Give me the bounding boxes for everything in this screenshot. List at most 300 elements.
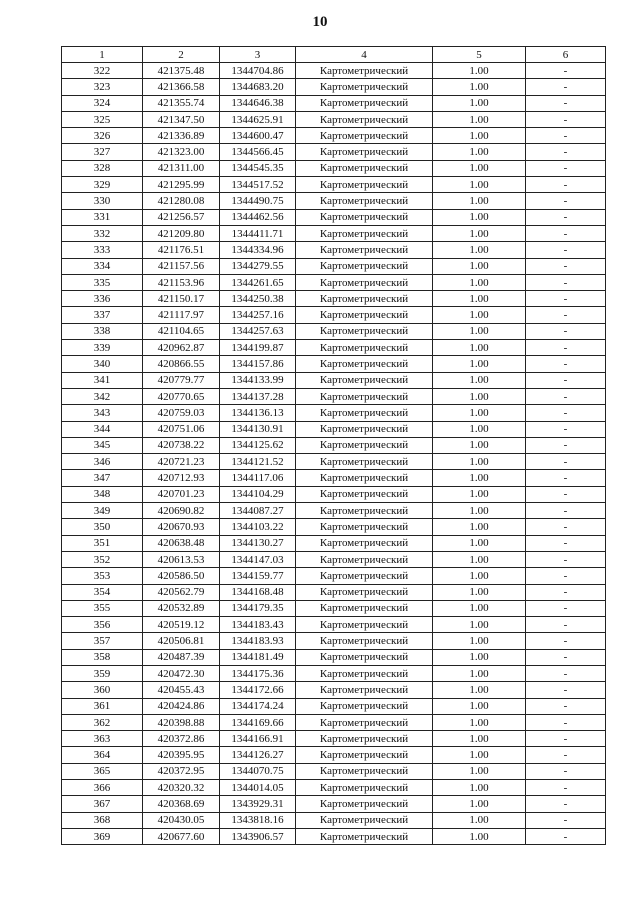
description-cell: - [526, 665, 606, 681]
description-cell: - [526, 258, 606, 274]
method-cell: Картометрический [296, 617, 433, 633]
description-cell: - [526, 307, 606, 323]
table-row [62, 763, 606, 779]
x-coordinate-cell: 421347.50 [143, 111, 220, 127]
accuracy-cell: 1.00 [433, 633, 526, 649]
y-coordinate-cell: 1343906.57 [220, 828, 296, 844]
method-cell: Картометрический [296, 503, 433, 519]
table-row [62, 649, 606, 665]
description-cell: - [526, 144, 606, 160]
accuracy-cell: 1.00 [433, 535, 526, 551]
header-row [62, 47, 606, 63]
accuracy-cell: 1.00 [433, 225, 526, 241]
method-cell: Картометрический [296, 796, 433, 812]
y-coordinate-cell: 1344545.35 [220, 160, 296, 176]
y-coordinate-cell: 1344181.49 [220, 649, 296, 665]
table-row [62, 225, 606, 241]
x-coordinate-cell: 421157.56 [143, 258, 220, 274]
table-header [62, 47, 606, 63]
method-cell: Картометрический [296, 193, 433, 209]
accuracy-cell: 1.00 [433, 763, 526, 779]
y-coordinate-cell: 1344199.87 [220, 340, 296, 356]
y-coordinate-cell: 1344137.28 [220, 388, 296, 404]
y-coordinate-cell: 1344183.43 [220, 617, 296, 633]
table-row [62, 340, 606, 356]
description-cell: - [526, 421, 606, 437]
accuracy-cell: 1.00 [433, 177, 526, 193]
description-cell: - [526, 519, 606, 535]
accuracy-cell: 1.00 [433, 405, 526, 421]
method-cell: Картометрический [296, 307, 433, 323]
accuracy-cell: 1.00 [433, 600, 526, 616]
method-cell: Картометрический [296, 828, 433, 844]
table-row [62, 600, 606, 616]
accuracy-cell: 1.00 [433, 665, 526, 681]
x-coordinate-cell: 421280.08 [143, 193, 220, 209]
header-cell-method: 4 [296, 47, 433, 63]
point-number-cell: 330 [62, 193, 143, 209]
description-cell: - [526, 812, 606, 828]
x-coordinate-cell: 420677.60 [143, 828, 220, 844]
table-row [62, 731, 606, 747]
accuracy-cell: 1.00 [433, 828, 526, 844]
description-cell: - [526, 323, 606, 339]
accuracy-cell: 1.00 [433, 421, 526, 437]
accuracy-cell: 1.00 [433, 437, 526, 453]
table-body [62, 63, 606, 845]
x-coordinate-cell: 420424.86 [143, 698, 220, 714]
x-coordinate-cell: 421366.58 [143, 79, 220, 95]
y-coordinate-cell: 1344117.06 [220, 470, 296, 486]
x-coordinate-cell: 420487.39 [143, 649, 220, 665]
x-coordinate-cell: 421104.65 [143, 323, 220, 339]
table-row [62, 258, 606, 274]
x-coordinate-cell: 420320.32 [143, 780, 220, 796]
y-coordinate-cell: 1344600.47 [220, 128, 296, 144]
point-number-cell: 332 [62, 225, 143, 241]
x-coordinate-cell: 420712.93 [143, 470, 220, 486]
table-row [62, 535, 606, 551]
y-coordinate-cell: 1343818.16 [220, 812, 296, 828]
y-coordinate-cell: 1344462.56 [220, 209, 296, 225]
point-number-cell: 338 [62, 323, 143, 339]
method-cell: Картометрический [296, 747, 433, 763]
description-cell: - [526, 372, 606, 388]
x-coordinate-cell: 420770.65 [143, 388, 220, 404]
method-cell: Картометрический [296, 535, 433, 551]
x-coordinate-cell: 420430.05 [143, 812, 220, 828]
y-coordinate-cell: 1343929.31 [220, 796, 296, 812]
y-coordinate-cell: 1344411.71 [220, 225, 296, 241]
accuracy-cell: 1.00 [433, 111, 526, 127]
y-coordinate-cell: 1344261.65 [220, 274, 296, 290]
description-cell: - [526, 225, 606, 241]
table-row [62, 519, 606, 535]
description-cell: - [526, 633, 606, 649]
method-cell: Картометрический [296, 519, 433, 535]
point-number-cell: 365 [62, 763, 143, 779]
description-cell: - [526, 291, 606, 307]
method-cell: Картометрический [296, 470, 433, 486]
point-number-cell: 369 [62, 828, 143, 844]
x-coordinate-cell: 420738.22 [143, 437, 220, 453]
x-coordinate-cell: 420506.81 [143, 633, 220, 649]
y-coordinate-cell: 1344625.91 [220, 111, 296, 127]
point-number-cell: 358 [62, 649, 143, 665]
accuracy-cell: 1.00 [433, 796, 526, 812]
description-cell: - [526, 160, 606, 176]
description-cell: - [526, 274, 606, 290]
y-coordinate-cell: 1344136.13 [220, 405, 296, 421]
point-number-cell: 322 [62, 63, 143, 79]
y-coordinate-cell: 1344070.75 [220, 763, 296, 779]
point-number-cell: 364 [62, 747, 143, 763]
x-coordinate-cell: 420586.50 [143, 568, 220, 584]
method-cell: Картометрический [296, 649, 433, 665]
page-number: 10 [312, 14, 328, 30]
description-cell: - [526, 503, 606, 519]
description-cell: - [526, 698, 606, 714]
description-cell: - [526, 437, 606, 453]
y-coordinate-cell: 1344147.03 [220, 551, 296, 567]
point-number-cell: 362 [62, 714, 143, 730]
point-number-cell: 354 [62, 584, 143, 600]
point-number-cell: 340 [62, 356, 143, 372]
header-cell-point: 1 [62, 47, 143, 63]
table-row [62, 568, 606, 584]
point-number-cell: 326 [62, 128, 143, 144]
table-row [62, 95, 606, 111]
point-number-cell: 323 [62, 79, 143, 95]
accuracy-cell: 1.00 [433, 551, 526, 567]
point-number-cell: 334 [62, 258, 143, 274]
x-coordinate-cell: 421323.00 [143, 144, 220, 160]
x-coordinate-cell: 420368.69 [143, 796, 220, 812]
x-coordinate-cell: 421150.17 [143, 291, 220, 307]
x-coordinate-cell: 420455.43 [143, 682, 220, 698]
description-cell: - [526, 780, 606, 796]
description-cell: - [526, 79, 606, 95]
y-coordinate-cell: 1344683.20 [220, 79, 296, 95]
accuracy-cell: 1.00 [433, 388, 526, 404]
x-coordinate-cell: 421117.97 [143, 307, 220, 323]
table-row [62, 372, 606, 388]
description-cell: - [526, 177, 606, 193]
table-row [62, 633, 606, 649]
method-cell: Картометрический [296, 323, 433, 339]
y-coordinate-cell: 1344257.16 [220, 307, 296, 323]
point-number-cell: 357 [62, 633, 143, 649]
description-cell: - [526, 470, 606, 486]
accuracy-cell: 1.00 [433, 274, 526, 290]
accuracy-cell: 1.00 [433, 486, 526, 502]
description-cell: - [526, 747, 606, 763]
point-number-cell: 355 [62, 600, 143, 616]
method-cell: Картометрический [296, 584, 433, 600]
method-cell: Картометрический [296, 405, 433, 421]
table-row [62, 714, 606, 730]
description-cell: - [526, 828, 606, 844]
point-number-cell: 337 [62, 307, 143, 323]
y-coordinate-cell: 1344166.91 [220, 731, 296, 747]
table-row [62, 454, 606, 470]
description-cell: - [526, 128, 606, 144]
table-row [62, 291, 606, 307]
accuracy-cell: 1.00 [433, 617, 526, 633]
coordinates-table [61, 46, 606, 845]
description-cell: - [526, 568, 606, 584]
x-coordinate-cell: 421256.57 [143, 209, 220, 225]
table-row [62, 242, 606, 258]
accuracy-cell: 1.00 [433, 470, 526, 486]
point-number-cell: 333 [62, 242, 143, 258]
point-number-cell: 341 [62, 372, 143, 388]
table-row [62, 421, 606, 437]
x-coordinate-cell: 421355.74 [143, 95, 220, 111]
accuracy-cell: 1.00 [433, 160, 526, 176]
method-cell: Картометрический [296, 421, 433, 437]
y-coordinate-cell: 1344334.96 [220, 242, 296, 258]
y-coordinate-cell: 1344172.66 [220, 682, 296, 698]
method-cell: Картометрический [296, 714, 433, 730]
point-number-cell: 367 [62, 796, 143, 812]
table-row [62, 356, 606, 372]
table-row [62, 160, 606, 176]
method-cell: Картометрический [296, 160, 433, 176]
x-coordinate-cell: 420398.88 [143, 714, 220, 730]
description-cell: - [526, 486, 606, 502]
x-coordinate-cell: 420866.55 [143, 356, 220, 372]
point-number-cell: 343 [62, 405, 143, 421]
description-cell: - [526, 584, 606, 600]
accuracy-cell: 1.00 [433, 340, 526, 356]
y-coordinate-cell: 1344157.86 [220, 356, 296, 372]
header-cell-y: 3 [220, 47, 296, 63]
method-cell: Картометрический [296, 128, 433, 144]
description-cell: - [526, 63, 606, 79]
point-number-cell: 352 [62, 551, 143, 567]
y-coordinate-cell: 1344279.55 [220, 258, 296, 274]
y-coordinate-cell: 1344179.35 [220, 600, 296, 616]
method-cell: Картометрический [296, 177, 433, 193]
x-coordinate-cell: 420701.23 [143, 486, 220, 502]
x-coordinate-cell: 420638.48 [143, 535, 220, 551]
table-row [62, 682, 606, 698]
table-row [62, 747, 606, 763]
table-row [62, 274, 606, 290]
x-coordinate-cell: 420670.93 [143, 519, 220, 535]
accuracy-cell: 1.00 [433, 649, 526, 665]
method-cell: Картометрический [296, 79, 433, 95]
description-cell: - [526, 111, 606, 127]
x-coordinate-cell: 421311.00 [143, 160, 220, 176]
x-coordinate-cell: 420562.79 [143, 584, 220, 600]
description-cell: - [526, 731, 606, 747]
description-cell: - [526, 763, 606, 779]
accuracy-cell: 1.00 [433, 503, 526, 519]
point-number-cell: 366 [62, 780, 143, 796]
accuracy-cell: 1.00 [433, 780, 526, 796]
point-number-cell: 368 [62, 812, 143, 828]
x-coordinate-cell: 420395.95 [143, 747, 220, 763]
description-cell: - [526, 454, 606, 470]
table-row [62, 63, 606, 79]
table-row [62, 551, 606, 567]
table-row [62, 780, 606, 796]
y-coordinate-cell: 1344183.93 [220, 633, 296, 649]
method-cell: Картометрический [296, 665, 433, 681]
x-coordinate-cell: 420472.30 [143, 665, 220, 681]
y-coordinate-cell: 1344159.77 [220, 568, 296, 584]
table-row [62, 209, 606, 225]
table-row [62, 111, 606, 127]
table-row [62, 193, 606, 209]
point-number-cell: 360 [62, 682, 143, 698]
point-number-cell: 348 [62, 486, 143, 502]
table-row [62, 828, 606, 844]
point-number-cell: 328 [62, 160, 143, 176]
header-cell-accuracy: 5 [433, 47, 526, 63]
method-cell: Картометрический [296, 388, 433, 404]
point-number-cell: 329 [62, 177, 143, 193]
description-cell: - [526, 649, 606, 665]
point-number-cell: 331 [62, 209, 143, 225]
point-number-cell: 336 [62, 291, 143, 307]
y-coordinate-cell: 1344087.27 [220, 503, 296, 519]
method-cell: Картометрический [296, 731, 433, 747]
accuracy-cell: 1.00 [433, 307, 526, 323]
point-number-cell: 361 [62, 698, 143, 714]
accuracy-cell: 1.00 [433, 63, 526, 79]
x-coordinate-cell: 421209.80 [143, 225, 220, 241]
accuracy-cell: 1.00 [433, 747, 526, 763]
point-number-cell: 350 [62, 519, 143, 535]
point-number-cell: 342 [62, 388, 143, 404]
y-coordinate-cell: 1344517.52 [220, 177, 296, 193]
method-cell: Картометрический [296, 486, 433, 502]
x-coordinate-cell: 420372.86 [143, 731, 220, 747]
y-coordinate-cell: 1344646.38 [220, 95, 296, 111]
accuracy-cell: 1.00 [433, 144, 526, 160]
accuracy-cell: 1.00 [433, 698, 526, 714]
description-cell: - [526, 405, 606, 421]
description-cell: - [526, 95, 606, 111]
point-number-cell: 346 [62, 454, 143, 470]
method-cell: Картометрический [296, 763, 433, 779]
description-cell: - [526, 242, 606, 258]
point-number-cell: 339 [62, 340, 143, 356]
y-coordinate-cell: 1344566.45 [220, 144, 296, 160]
accuracy-cell: 1.00 [433, 209, 526, 225]
table-row [62, 323, 606, 339]
method-cell: Картометрический [296, 568, 433, 584]
y-coordinate-cell: 1344174.24 [220, 698, 296, 714]
point-number-cell: 327 [62, 144, 143, 160]
y-coordinate-cell: 1344125.62 [220, 437, 296, 453]
point-number-cell: 335 [62, 274, 143, 290]
description-cell: - [526, 600, 606, 616]
accuracy-cell: 1.00 [433, 79, 526, 95]
table-row [62, 486, 606, 502]
accuracy-cell: 1.00 [433, 193, 526, 209]
x-coordinate-cell: 421336.89 [143, 128, 220, 144]
y-coordinate-cell: 1344104.29 [220, 486, 296, 502]
method-cell: Картометрический [296, 698, 433, 714]
x-coordinate-cell: 420372.95 [143, 763, 220, 779]
point-number-cell: 347 [62, 470, 143, 486]
table-row [62, 665, 606, 681]
description-cell: - [526, 551, 606, 567]
table-row [62, 470, 606, 486]
method-cell: Картометрический [296, 454, 433, 470]
method-cell: Картометрический [296, 291, 433, 307]
x-coordinate-cell: 420751.06 [143, 421, 220, 437]
method-cell: Картометрический [296, 111, 433, 127]
description-cell: - [526, 388, 606, 404]
method-cell: Картометрический [296, 258, 433, 274]
method-cell: Картометрический [296, 356, 433, 372]
y-coordinate-cell: 1344169.66 [220, 714, 296, 730]
x-coordinate-cell: 420690.82 [143, 503, 220, 519]
header-cell-x: 2 [143, 47, 220, 63]
header-cell-description: 6 [526, 47, 606, 63]
accuracy-cell: 1.00 [433, 682, 526, 698]
method-cell: Картометрический [296, 209, 433, 225]
accuracy-cell: 1.00 [433, 372, 526, 388]
x-coordinate-cell: 420962.87 [143, 340, 220, 356]
method-cell: Картометрический [296, 242, 433, 258]
method-cell: Картометрический [296, 633, 433, 649]
x-coordinate-cell: 421176.51 [143, 242, 220, 258]
table-row [62, 617, 606, 633]
table-row [62, 405, 606, 421]
point-number-cell: 345 [62, 437, 143, 453]
method-cell: Картометрический [296, 812, 433, 828]
point-number-cell: 349 [62, 503, 143, 519]
y-coordinate-cell: 1344121.52 [220, 454, 296, 470]
table-row [62, 79, 606, 95]
description-cell: - [526, 617, 606, 633]
method-cell: Картометрический [296, 551, 433, 567]
table-row [62, 177, 606, 193]
x-coordinate-cell: 420759.03 [143, 405, 220, 421]
x-coordinate-cell: 421295.99 [143, 177, 220, 193]
y-coordinate-cell: 1344175.36 [220, 665, 296, 681]
y-coordinate-cell: 1344168.48 [220, 584, 296, 600]
table-row [62, 584, 606, 600]
table-row [62, 144, 606, 160]
accuracy-cell: 1.00 [433, 584, 526, 600]
x-coordinate-cell: 420532.89 [143, 600, 220, 616]
description-cell: - [526, 356, 606, 372]
point-number-cell: 363 [62, 731, 143, 747]
x-coordinate-cell: 421153.96 [143, 274, 220, 290]
y-coordinate-cell: 1344130.91 [220, 421, 296, 437]
description-cell: - [526, 714, 606, 730]
method-cell: Картометрический [296, 225, 433, 241]
accuracy-cell: 1.00 [433, 812, 526, 828]
method-cell: Картометрический [296, 682, 433, 698]
method-cell: Картометрический [296, 437, 433, 453]
method-cell: Картометрический [296, 600, 433, 616]
accuracy-cell: 1.00 [433, 568, 526, 584]
method-cell: Картометрический [296, 340, 433, 356]
accuracy-cell: 1.00 [433, 454, 526, 470]
accuracy-cell: 1.00 [433, 519, 526, 535]
x-coordinate-cell: 420613.53 [143, 551, 220, 567]
y-coordinate-cell: 1344704.86 [220, 63, 296, 79]
y-coordinate-cell: 1344103.22 [220, 519, 296, 535]
